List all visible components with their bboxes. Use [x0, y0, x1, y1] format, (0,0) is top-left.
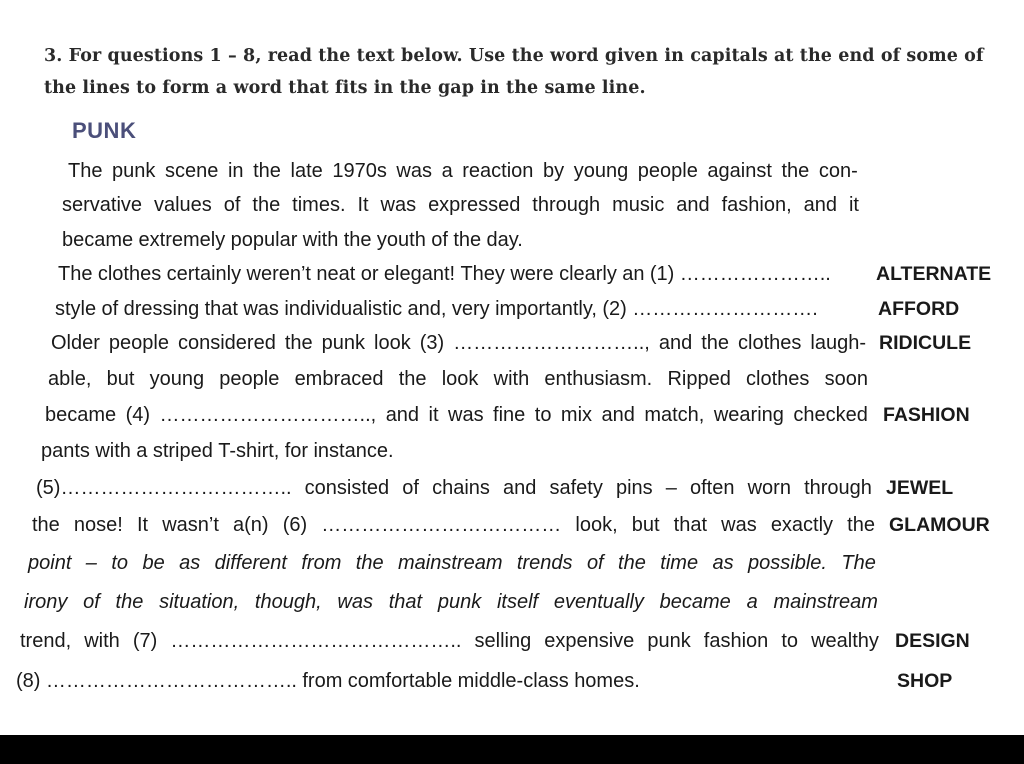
text-word: by	[543, 160, 565, 182]
text-word: ………………………………..	[45, 670, 297, 692]
text-word: (3)	[419, 332, 445, 354]
text-word: from	[301, 552, 342, 574]
text-word: T-shirt,	[218, 440, 280, 462]
text-word: situation,	[159, 591, 240, 613]
text-word: a	[136, 440, 148, 462]
text-word: ……………………………………..	[170, 630, 462, 652]
text-word: was	[380, 194, 417, 216]
text-word: values	[153, 194, 212, 216]
text-line	[20, 626, 879, 656]
text-word: dressing	[123, 298, 200, 320]
text-line	[28, 548, 876, 578]
text-word: (6)	[282, 514, 308, 536]
text-line	[62, 190, 859, 220]
text-word: became	[62, 229, 134, 251]
text-word: mainstream	[773, 591, 878, 613]
text-word: chains	[432, 477, 490, 499]
text-word: scene	[165, 160, 219, 182]
text-word: ………………………..,	[453, 332, 650, 354]
text-word: the	[355, 552, 384, 574]
text-word: the	[847, 514, 875, 536]
text-word: match,	[644, 404, 705, 426]
text-word: weren’t	[246, 263, 311, 285]
text-word: and	[385, 404, 420, 426]
text-line	[55, 294, 818, 324]
text-line	[48, 364, 868, 394]
text-line	[62, 225, 523, 255]
text-word: was	[243, 298, 279, 320]
text-word: con-	[818, 160, 858, 182]
text-word: striped	[152, 440, 213, 462]
text-word: day.	[486, 229, 523, 251]
text-word: but	[106, 368, 135, 390]
text-word: middle-class	[457, 670, 569, 692]
text-word: and,	[407, 298, 447, 320]
text-word: popular	[230, 229, 298, 251]
text-word: …………………………..,	[159, 404, 377, 426]
text-word: it	[428, 404, 439, 426]
text-line	[58, 259, 831, 289]
text-word: clothes	[97, 263, 162, 285]
text-word: the	[701, 332, 730, 354]
text-word: the	[343, 229, 372, 251]
text-word: the	[115, 591, 144, 613]
text-word: the	[253, 160, 281, 182]
cue-word: JEWEL	[886, 477, 954, 499]
text-word: worn	[747, 477, 791, 499]
text-word: young	[573, 160, 629, 182]
text-word: and	[676, 194, 710, 216]
text-word: safety	[549, 477, 603, 499]
text-word: often	[690, 477, 735, 499]
text-word: as	[179, 552, 201, 574]
text-word: (4)	[125, 404, 151, 426]
instructions-line-1: 3. For questions 1 – 8, read the text below. Use the word given in capitals at the end of some of	[44, 46, 984, 66]
text-word: irony	[24, 591, 68, 613]
text-word: ……………………….	[632, 298, 818, 320]
text-word: homes.	[574, 670, 640, 692]
text-word: was	[396, 160, 432, 182]
text-word: with	[302, 229, 339, 251]
text-word: a	[441, 160, 453, 182]
text-word: clothes	[738, 332, 802, 354]
text-word: young	[149, 368, 205, 390]
text-word: (5)……………………………..	[36, 477, 292, 499]
text-line	[16, 666, 640, 696]
text-word: became	[659, 591, 731, 613]
text-word: able,	[48, 368, 92, 390]
text-word: wearing	[713, 404, 784, 426]
text-line	[68, 156, 858, 186]
text-word: (2)	[602, 298, 627, 320]
text-word: to	[781, 630, 799, 652]
text-word: look	[374, 332, 411, 354]
text-word: eventually	[553, 591, 644, 613]
text-word: The	[841, 552, 876, 574]
text-word: as	[712, 552, 734, 574]
text-word: checked	[793, 404, 868, 426]
text-word: though,	[254, 591, 322, 613]
text-word: times.	[292, 194, 346, 216]
text-word: (1)	[649, 263, 675, 285]
text-word: considered	[177, 332, 276, 354]
text-word: punk	[321, 332, 365, 354]
text-word: nose!	[73, 514, 123, 536]
text-word: very	[451, 298, 490, 320]
text-word: pants	[41, 440, 90, 462]
text-line	[24, 587, 878, 617]
text-line	[45, 400, 868, 430]
text-line	[32, 510, 875, 540]
text-line	[41, 436, 394, 466]
text-word: of	[101, 298, 119, 320]
text-word: punk	[437, 591, 482, 613]
text-word: became	[45, 404, 117, 426]
text-word: that	[204, 298, 238, 320]
text-word: –	[665, 477, 677, 499]
text-word: for	[284, 440, 309, 462]
text-word: Older	[51, 332, 100, 354]
text-word: expressed	[428, 194, 521, 216]
text-word: look	[441, 368, 479, 390]
text-word: servative	[62, 194, 143, 216]
text-word: people	[108, 332, 169, 354]
text-word: youth	[376, 229, 426, 251]
text-word: of	[431, 229, 448, 251]
text-word: punk	[647, 630, 691, 652]
text-word: possible.	[748, 552, 827, 574]
text-word: an	[622, 263, 645, 285]
text-word: …………………..	[679, 263, 831, 285]
text-word: people	[637, 160, 698, 182]
text-word: (8)	[16, 670, 41, 692]
cue-word: SHOP	[897, 670, 953, 692]
text-word: different	[214, 552, 287, 574]
text-word: exactly	[770, 514, 834, 536]
text-word: itself	[496, 591, 539, 613]
text-word: the	[252, 194, 281, 216]
cue-word: ALTERNATE	[876, 263, 992, 285]
task-instructions	[44, 40, 1019, 104]
text-word: certainly	[166, 263, 242, 285]
text-word: it	[848, 194, 859, 216]
text-word: but	[631, 514, 660, 536]
text-word: trend,	[20, 630, 72, 652]
text-word: was	[337, 591, 373, 613]
text-word: trends	[516, 552, 573, 574]
text-word: ………………………………	[321, 514, 562, 536]
text-word: 1970s	[332, 160, 387, 182]
text-line	[36, 473, 872, 503]
text-word: be	[142, 552, 165, 574]
text-word: point	[28, 552, 72, 574]
text-word: fashion,	[721, 194, 792, 216]
text-word: –	[85, 552, 97, 574]
text-word: It	[136, 514, 149, 536]
text-word: style	[55, 298, 97, 320]
text-word: a	[746, 591, 758, 613]
text-word: of	[402, 477, 419, 499]
text-word: wealthy	[811, 630, 879, 652]
text-word: the	[781, 160, 810, 182]
text-word: fashion	[703, 630, 769, 652]
text-word: mainstream	[398, 552, 503, 574]
text-word: that	[673, 514, 708, 536]
text-word: were	[510, 263, 554, 285]
cue-word: AFFORD	[878, 298, 960, 320]
text-word: to	[111, 552, 129, 574]
text-word: extremely	[138, 229, 226, 251]
text-word: a(n)	[233, 514, 269, 536]
text-line	[51, 328, 866, 358]
text-word: importantly,	[495, 298, 597, 320]
text-word: clearly	[559, 263, 617, 285]
text-word: the	[618, 552, 646, 574]
text-word: that	[388, 591, 423, 613]
text-heading: PUNK	[72, 118, 137, 143]
text-word: and	[601, 404, 635, 426]
text-word: enthusiasm.	[544, 368, 653, 390]
text-word: instance.	[313, 440, 394, 462]
text-word: They	[460, 263, 505, 285]
text-word: was	[448, 404, 484, 426]
text-word: people	[219, 368, 280, 390]
text-word: clothes	[746, 368, 810, 390]
text-word: comfortable	[347, 670, 453, 692]
text-word: pins	[615, 477, 653, 499]
text-word: late	[290, 160, 323, 182]
text-word: the	[398, 368, 427, 390]
text-word: the	[453, 229, 482, 251]
text-word: and	[803, 194, 837, 216]
text-word: and	[658, 332, 693, 354]
text-word: the	[32, 514, 60, 536]
text-word: fine	[493, 404, 526, 426]
text-word: time	[660, 552, 699, 574]
text-word: selling	[474, 630, 532, 652]
text-word: neat	[316, 263, 356, 285]
text-word: with	[95, 440, 131, 462]
bottom-black-bar	[0, 735, 1024, 764]
text-word: of	[223, 194, 241, 216]
text-word: the	[284, 332, 313, 354]
text-word: (7)	[132, 630, 158, 652]
text-word: expensive	[544, 630, 635, 652]
text-word: of	[83, 591, 100, 613]
text-word: mix	[560, 404, 593, 426]
text-word: laugh-	[810, 332, 866, 354]
text-word: through	[532, 194, 601, 216]
text-word: individualistic	[284, 298, 403, 320]
text-word: through	[804, 477, 872, 499]
text-word: embraced	[294, 368, 384, 390]
text-word: in	[227, 160, 244, 182]
text-word: from	[302, 670, 343, 692]
text-word: wasn’t	[162, 514, 219, 536]
instructions-line-2: the lines to form a word that fits in the gap in the same line.	[44, 78, 646, 98]
text-word: It	[357, 194, 369, 216]
text-word: music	[612, 194, 665, 216]
text-word: and	[503, 477, 537, 499]
text-word: reaction	[462, 160, 534, 182]
text-word: elegant!	[383, 263, 456, 285]
cue-word: DESIGN	[895, 630, 970, 652]
text-word: look,	[575, 514, 618, 536]
text-word: The	[68, 160, 103, 182]
text-word: with	[84, 630, 120, 652]
text-word: soon	[824, 368, 868, 390]
text-word: was	[721, 514, 757, 536]
text-word: of	[586, 552, 604, 574]
text-word: with	[493, 368, 530, 390]
cue-word: RIDICULE	[879, 332, 972, 354]
text-word: to	[534, 404, 552, 426]
text-word: or	[360, 263, 379, 285]
text-word: against	[707, 160, 772, 182]
text-word: The	[58, 263, 93, 285]
cue-word: FASHION	[883, 404, 970, 426]
cue-word: GLAMOUR	[889, 514, 990, 536]
text-word: Ripped	[667, 368, 731, 390]
text-word: punk	[112, 160, 156, 182]
text-word: consisted	[304, 477, 390, 499]
